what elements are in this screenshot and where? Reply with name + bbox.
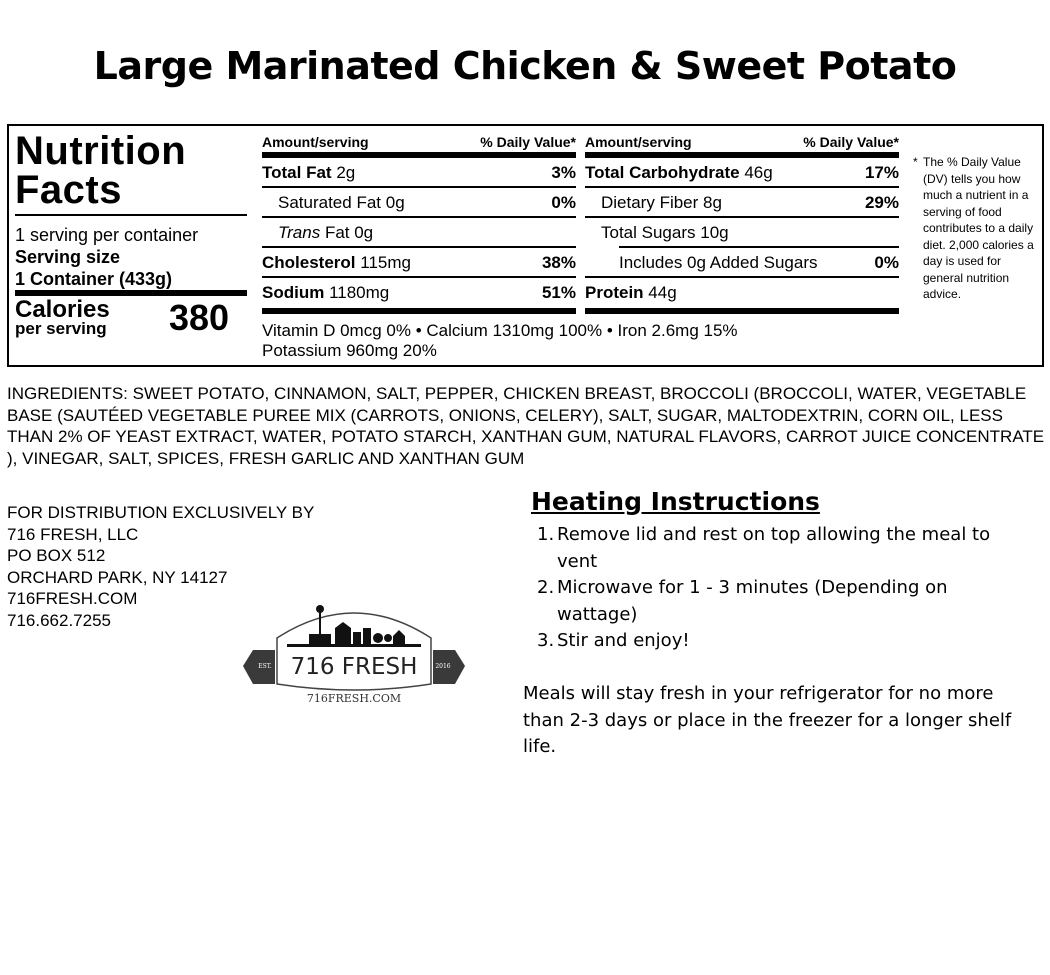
distribution-line: 716 FRESH, LLC (7, 524, 139, 544)
dv-header: % Daily Value* (480, 134, 576, 150)
nutrition-heading-line1: Nutrition (15, 129, 187, 173)
logo-wordmark: 716 FRESH (290, 654, 418, 680)
storage-note: Meals will stay fresh in your refrigerator for no more than 2-3 days or place in the freezer for a longer shelf life. (523, 683, 1012, 757)
nutrient-row-cholesterol (262, 248, 576, 278)
vitamins-line: Vitamin D 0mcg 0% • Calcium 1310mg 100% • Iron 2.6mg 15% (262, 321, 738, 340)
step-number: 3. (537, 630, 555, 651)
logo-year: 2016 (435, 663, 451, 670)
nutrient-amount: 1180mg (329, 283, 390, 302)
nutrient-row-sodium (262, 278, 576, 308)
divider (15, 214, 247, 216)
nutrient-dv: 29% (864, 193, 899, 212)
step-text: Remove lid and rest on top allowing the meal to vent (557, 524, 991, 572)
amount-header: Amount/serving (262, 134, 369, 150)
nutrient-row-added-sugars (585, 248, 899, 278)
nutrient-row-total-fat (262, 158, 576, 188)
nutrient-row-total-sugars (585, 218, 899, 248)
divider-thick (585, 308, 899, 314)
nutrient-name: Includes 0g Added Sugars (619, 253, 818, 272)
heating-instructions-title: Heating Instructions (531, 487, 820, 516)
nutrient-amount: 115mg (360, 253, 411, 272)
nutrient-amount: 8g (703, 193, 722, 212)
nutrient-dv: 17% (864, 163, 899, 182)
nutrient-amount: 2g (336, 163, 356, 182)
distribution-line: 716FRESH.COM (7, 589, 138, 609)
nutrient-name: Sodium (262, 283, 325, 302)
nutrient-name: Total Sugars (601, 223, 696, 242)
nutrient-name: Dietary Fiber (601, 193, 699, 212)
calories-value: 380 (169, 297, 230, 338)
heating-step (537, 628, 997, 655)
logo-url: 716FRESH.COM (306, 692, 402, 705)
nutrition-facts-label (7, 124, 1044, 367)
nutrient-amount: 10g (700, 223, 729, 242)
nutrient-amount: 46g (744, 163, 773, 182)
column-header (585, 132, 899, 152)
nutrition-heading-line2: Facts (15, 168, 122, 212)
nutrient-amount: 0g (385, 193, 405, 212)
step-number: 2. (537, 577, 555, 598)
step-number: 1. (537, 524, 555, 545)
nutrient-row-protein (585, 278, 899, 308)
serving-size-label: Serving size (15, 247, 121, 267)
heating-step (537, 575, 997, 628)
vitamins-minerals (262, 321, 738, 361)
footnote-text: The % Daily Value (DV) tells you how much a nutrient in a serving of food contributes to a daily diet. 2,000 calories a day is used for general nutrition advice. (923, 155, 1034, 301)
ingredients-list: INGREDIENTS: SWEET POTATO, CINNAMON, SALT, PEPPER, CHICKEN BREAST, BROCCOLI (BROCCOLI, WATER, VEGETABLE BASE (SAUTÉED VEGETABLE PUREE MIX (CARROTS, ONIONS, CELERY), SALT, SUGAR, MALTODEXTRIN, CORN OIL, LESS THAN 2% OF YEAST EXTRACT, WATER, POTATO STARCH, XANTHAN GUM, NATURAL FLAVORS, CARROT JUICE CONCENTRATE ), VINEGAR, SALT, SPICES, FRESH GARLIC AND XANTHAN GUM (7, 384, 1045, 468)
nutrient-amount: 44g (648, 283, 677, 302)
nutrient-dv: 3% (551, 163, 576, 182)
nutrient-row-trans-fat (262, 218, 576, 248)
step-text: Stir and enjoy! (557, 630, 690, 651)
product-title: Large Marinated Chicken & Sweet Potato (93, 44, 957, 88)
serving-size-value: 1 Container (433g) (15, 269, 173, 289)
distribution-line: PO BOX 512 (7, 546, 106, 566)
serving-info (15, 224, 198, 290)
nutrient-dv: 38% (541, 253, 576, 272)
nutrition-heading (15, 129, 247, 212)
nutrient-column-left (262, 132, 576, 314)
calories-label: Calories (15, 296, 110, 323)
step-text: Microwave for 1 - 3 minutes (Depending on wattage) (557, 577, 948, 625)
nutrient-dv: 51% (541, 283, 576, 302)
nutrient-dv: 0% (874, 253, 899, 272)
nutrient-name: Total Fat (262, 163, 332, 182)
distribution-line: 716.662.7255 (7, 610, 111, 630)
heating-steps (537, 522, 997, 655)
divider-thick (262, 308, 576, 314)
nutrient-name: Trans (278, 223, 321, 242)
servings-per-container: 1 serving per container (15, 225, 199, 245)
nutrient-name: Saturated Fat (278, 193, 382, 212)
column-header (262, 132, 576, 152)
nutrient-name: Total Carbohydrate (585, 163, 740, 182)
logo-est: EST. (258, 663, 272, 670)
footnote-star: * (913, 155, 918, 169)
nutrient-name: Protein (585, 283, 644, 302)
nutrient-column-right (585, 132, 899, 314)
716-fresh-logo (243, 598, 465, 710)
distribution-line: ORCHARD PARK, NY 14127 (7, 567, 228, 587)
amount-header: Amount/serving (585, 134, 692, 150)
potassium-line: Potassium 960mg 20% (262, 341, 437, 360)
daily-value-footnote (913, 154, 1043, 303)
nutrient-name: Cholesterol (262, 253, 356, 272)
heating-step (537, 522, 997, 575)
nutrient-row-saturated-fat (262, 188, 576, 218)
nutrient-amount: Fat 0g (324, 223, 374, 242)
dv-header: % Daily Value* (803, 134, 899, 150)
calories-sub-label: per serving (15, 319, 107, 338)
nutrient-dv: 0% (551, 193, 576, 212)
distribution-line: FOR DISTRIBUTION EXCLUSIVELY BY (7, 503, 315, 522)
nutrient-row-total-carbohydrate (585, 158, 899, 188)
nutrient-row-dietary-fiber (585, 188, 899, 218)
